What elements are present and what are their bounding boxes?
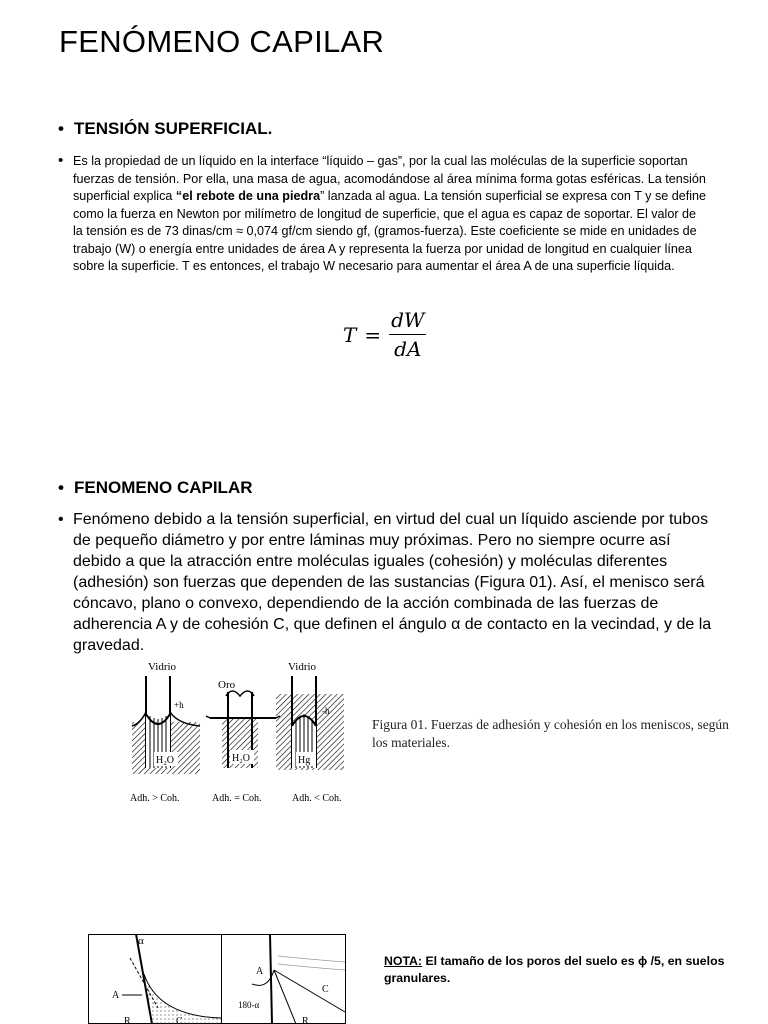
note-text: /5, en suelos granulares. (384, 954, 725, 985)
label-oro: Oro (218, 679, 236, 691)
text-run: Es la propiedad de un líquido en la interface “líquido – gas”, por la cual las moléculas de la superficie soportan fuerzas de tensión. Por ella, una masa de agua, acomodándose al área mínima forma gotas esféricas. La tensión superficial explica (73, 154, 706, 203)
resultant-right (274, 970, 296, 1024)
label-adh-eq-coh: Adh. = Coh. (212, 793, 262, 804)
label-R-right: R (302, 1016, 309, 1024)
label-C-right: C (322, 984, 329, 995)
section-heading-tension (58, 119, 272, 139)
label-plus-h: +h (174, 700, 184, 710)
panel-right-frame (222, 935, 346, 1024)
label-180-alpha: 180-α (238, 1000, 260, 1010)
paragraph-tension (58, 153, 708, 276)
bullet: • (58, 478, 64, 497)
bullet: • (58, 511, 64, 528)
tangent-right (274, 970, 345, 1012)
paragraph-text: Fenómeno debido a la tensión superficial, en virtud del cual un líquido asciende por tubos de pequeño diámetro y por entre láminas muy próximas. Pero no siempre ocurre así debido a que la atracción entre moléculas iguales (cohesión) y moléculas diferentes (adhesión) son fuerzas que dependen de las sustancias (Figura 01). Así, el menisco será cóncavo, plano o convexo, dependiendo de la acción combinada de las fuerzas de adherencia A y de cohesión C, que definen el ángulo α de contacto en la vecindad, y de la gravedad. (73, 511, 712, 654)
figure-meniscus-diagram (126, 656, 348, 808)
figure-contact-angle-diagram (88, 934, 348, 1024)
formula-equals: = (364, 322, 382, 347)
label-h2o-2: H₂O (232, 753, 250, 764)
bold-phrase: “el rebote de una piedra (175, 189, 321, 203)
bullet: • (58, 152, 64, 169)
label-A-right: A (256, 966, 264, 977)
label-h2o-1: H₂O (156, 755, 174, 766)
label-R-left: R (124, 1016, 131, 1024)
text-run: ” lanzada al agua. La tensión superficial se expresa con T y se define como la fuerza en Newton por milímetro de longitud de superficie, que el agua es capaz de soportar. El valor de la tensión es de 73 dinas/cm ≈ 0,074 gf/cm siendo gf, (gramos-fuerza). Este coeficiente se mide en unidades de trabajo (W) o energía entre unidades de área A y representa la fuerza por unidad de longitud en cualquier línea sobre la superficie. T es entonces, el trabajo W necesario para aumentar el área A de una superficie líquida. (73, 189, 707, 273)
label-A-left: A (112, 990, 120, 1001)
label-hg: Hg (298, 755, 311, 766)
bullet: • (58, 119, 64, 138)
label-vidrio-2: Vidrio (288, 661, 317, 673)
phi-symbol: ϕ (637, 954, 648, 968)
formula-denominator: dA (394, 337, 422, 361)
note-label: NOTA: (384, 954, 423, 968)
surface-lines-right (278, 956, 345, 970)
formula-lhs: T (343, 322, 357, 347)
label-alpha: α (138, 935, 144, 947)
heading-text: FENOMENO CAPILAR (74, 478, 253, 497)
wall-left (136, 934, 152, 1024)
section-heading-capilar (58, 478, 253, 498)
label-vidrio-1: Vidrio (148, 661, 177, 673)
paragraph-text (73, 153, 708, 276)
figure-caption: Figura 01. Fuerzas de adhesión y cohesión en los meniscos, según los materiales. (372, 717, 729, 750)
paragraph-capilar (58, 509, 712, 656)
note-text: El tamaño de los poros del suelo es (422, 954, 638, 968)
tube-top (226, 691, 254, 696)
heading-text: TENSIÓN SUPERFICIAL. (74, 119, 273, 138)
tension-formula (343, 308, 426, 361)
label-adh-lt-coh: Adh. < Coh. (292, 793, 342, 804)
formula-fraction (389, 308, 426, 361)
page-title: FENÓMENO CAPILAR (59, 24, 385, 59)
label-adh-gt-coh: Adh. > Coh. (130, 793, 180, 804)
label-minus-h: -h (322, 706, 330, 716)
label-C-left: C (176, 1016, 183, 1024)
note-block (384, 953, 744, 987)
formula-numerator: dW (389, 308, 426, 335)
